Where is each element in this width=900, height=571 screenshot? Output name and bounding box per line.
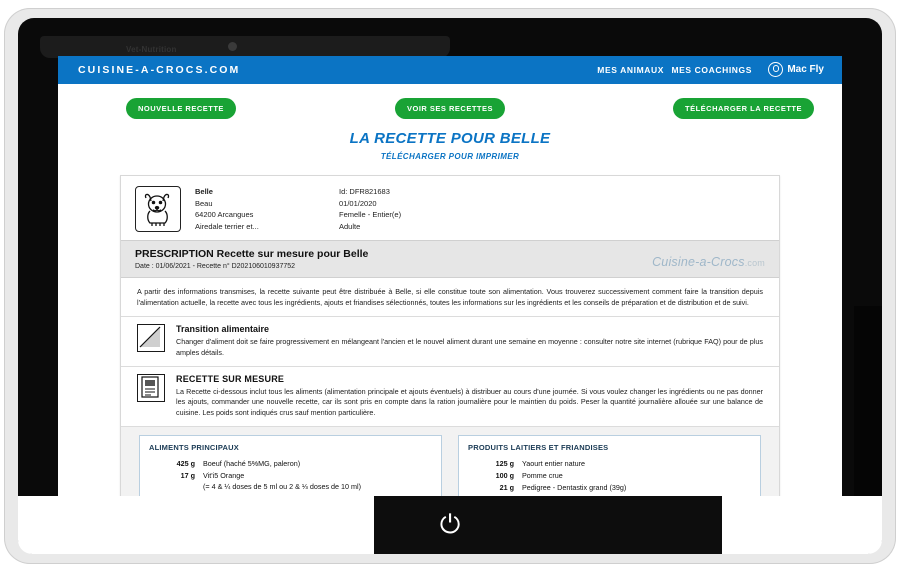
section-text: Changer d'aliment doit se faire progressivement en mélangeant l'ancien et le nouvel aliment durant une semaine en moyenne : consulter notre site internet (rubrique FAQ) pour de plus amples détails. xyxy=(176,337,763,357)
panel-produits-laitiers-friandises xyxy=(458,435,761,503)
download-recipe-button[interactable]: TÉLÉCHARGER LA RECETTE xyxy=(673,98,814,119)
site-logo[interactable]: CUISINE-A-CROCS.COM xyxy=(78,64,241,76)
animal-breed: Airedale terrier et... xyxy=(195,221,259,231)
prescription-band xyxy=(121,240,779,278)
tablet-device-frame xyxy=(4,8,896,564)
dog-avatar-icon xyxy=(135,186,181,232)
page-subtitle[interactable]: TÉLÉCHARGER POUR IMPRIMER xyxy=(380,152,520,161)
action-button-row xyxy=(58,84,842,126)
ingredient-quantity: 17 g xyxy=(180,471,195,481)
watermark-suffix: .com xyxy=(744,258,765,268)
prescription-title: PRESCRIPTION Recette sur mesure pour Belle xyxy=(135,248,369,260)
animal-address: 64200 Arcangues xyxy=(195,210,254,219)
panel-title: PRODUITS LAITIERS ET FRIANDISES xyxy=(468,443,609,453)
section-text: La Recette ci-dessous inclut tous les aliments (alimentation principale et ajouts éventuels) à distribuer au cours d'une journée. Si vous voulez changer les ingrédients ou ne pas donner les ajouts, commander une nouvelle recette, car ils sont pris en compte dans la ration journalière pour le maintien du poids. Peser la quantité journalière allouée sur une balance de cuisine. Les poids sont indiqués crus sauf mention particulière. xyxy=(176,387,763,417)
ingredient-row xyxy=(149,470,432,481)
device-bottom-bar xyxy=(18,496,882,554)
ingredient-note: (= 4 & ¼ doses de 5 ml ou 2 & ⅓ doses de 10 ml) xyxy=(203,482,362,492)
see-recipes-button[interactable]: VOIR SES RECETTES xyxy=(395,98,505,119)
bottom-bar-left-fill xyxy=(18,496,374,554)
ingredient-name: Yaourt entier nature xyxy=(522,459,585,469)
browser-screen xyxy=(58,45,842,520)
ingredient-quantity: 125 g xyxy=(495,459,514,469)
camera-strip xyxy=(40,36,450,58)
animal-sex: Femelle - Entier(e) xyxy=(339,210,402,219)
animal-name: Belle xyxy=(195,187,213,196)
animal-birthdate: 01/01/2020 xyxy=(339,198,377,208)
page-title: LA RECETTE POUR BELLE xyxy=(349,130,551,147)
animal-info-header xyxy=(121,176,779,240)
section-title: Transition alimentaire xyxy=(176,324,270,335)
section-transition-alimentaire xyxy=(121,316,779,366)
intro-paragraph: A partir des informations transmises, la recette suivante peut être distribuée à Belle, si elle constitue toute son alimentation. Vous trouverez successivement comment faire la transition depuis l'alimentation actuelle, la recette avec tous les ingrédients, ajouts et friandises sélectionnés, toutes les informations sur les ingrédients et les conseils de préparation et de distribution et de suivi. xyxy=(137,287,763,307)
device-side-panel xyxy=(854,306,882,516)
panel-aliments-principaux xyxy=(139,435,442,503)
section-recette-sur-mesure xyxy=(121,366,779,426)
user-circle-icon xyxy=(768,62,783,77)
bottom-bar-right-fill xyxy=(722,496,882,554)
tablet-bezel xyxy=(18,18,882,554)
power-icon[interactable]: ⏻ xyxy=(439,509,461,539)
nav-mes-animaux[interactable]: MES ANIMAUX xyxy=(597,65,664,75)
recipe-document-card xyxy=(120,175,780,504)
ingredient-name: Pomme crue xyxy=(522,471,563,481)
watermark-text: Cuisine-a-Crocs xyxy=(652,255,745,269)
camera-icon xyxy=(228,42,237,51)
animal-identity-column xyxy=(195,186,325,232)
animal-details-column xyxy=(339,186,401,232)
top-navigation-bar xyxy=(58,45,842,84)
user-menu[interactable] xyxy=(768,62,824,77)
nav-mes-coachings[interactable]: MES COACHINGS xyxy=(671,65,752,75)
page-title-block xyxy=(58,130,842,161)
animal-id: Id: DFR821683 xyxy=(339,187,390,196)
ingredient-panels-row xyxy=(121,426,779,503)
ingredient-row xyxy=(468,470,751,481)
ingredient-name: Boeuf (haché 5%MG, paleron) xyxy=(203,459,301,469)
new-recipe-button[interactable]: NOUVELLE RECETTE xyxy=(126,98,236,119)
watermark-logo xyxy=(652,255,765,269)
ingredient-quantity: 100 g xyxy=(495,471,514,481)
section-title: RECETTE SUR MESURE xyxy=(176,374,285,384)
recipe-book-icon xyxy=(137,374,165,402)
prescription-date: Date : 01/06/2021 - Recette n° D202106010937752 xyxy=(135,263,296,270)
transition-diagonal-icon xyxy=(137,324,165,352)
ingredient-name: Pedigree - Dentastix grand (39g) xyxy=(522,483,627,493)
ingredient-row xyxy=(468,458,751,469)
ingredient-name: Vit'i5 Orange xyxy=(203,471,245,481)
user-name: Mac Fly xyxy=(787,64,824,75)
ingredient-quantity: 21 g xyxy=(499,483,514,493)
ingredient-row xyxy=(468,482,751,493)
animal-life-stage: Adulte xyxy=(339,221,361,231)
animal-breed-label: Beau xyxy=(195,198,213,208)
ingredient-quantity: 425 g xyxy=(176,459,195,469)
brand-supertitle: Vet-Nutrition xyxy=(126,45,177,54)
panel-title: ALIMENTS PRINCIPAUX xyxy=(149,443,239,453)
ingredient-row xyxy=(149,458,432,469)
